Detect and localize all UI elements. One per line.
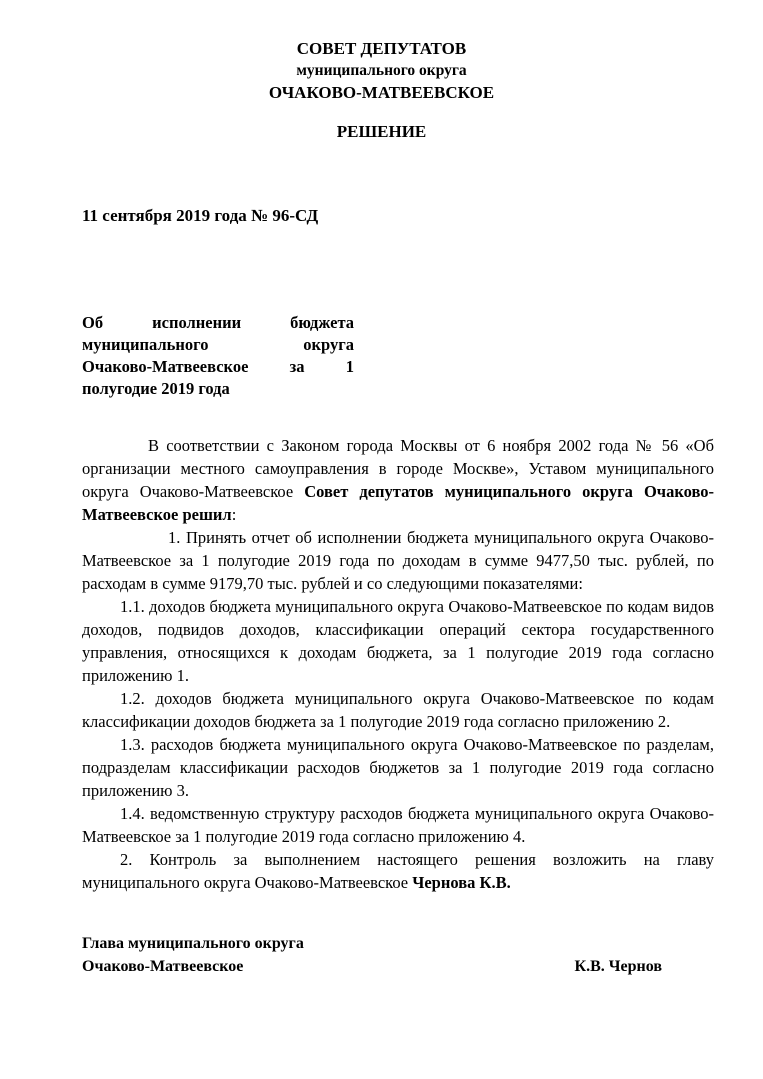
subject-word: муниципального [82, 335, 209, 354]
item-1-4-paragraph: 1.4. ведомственную структуру расходов бюджета муниципального округа Очаково-Матвеевское за 1 полугодие 2019 года согласно приложению 4. [82, 804, 714, 846]
subject-word: исполнении [152, 313, 242, 332]
decision-date-number: 11 сентября 2019 года № 96-СД [82, 206, 319, 225]
subject-word: округа [303, 335, 354, 354]
decision-title: РЕШЕНИЕ [336, 122, 427, 141]
subject-word: Об [82, 313, 104, 332]
document-header [0, 38, 763, 104]
item-1-1-paragraph: 1.1. доходов бюджета муниципального округа Очаково-Матвеевское по кодам видов доходов, подвидов доходов, классификации операций сектора государственного управления, относящихся к доходам бюджета, за 1 полугодие 2019 года согласно приложению 1. [82, 597, 714, 685]
intro-paragraph [82, 434, 714, 526]
signature-block [82, 932, 662, 978]
signature-name: К.В. Чернов [574, 958, 662, 975]
signature-line-2 [82, 955, 662, 978]
item-1-2-paragraph: 1.2. доходов бюджета муниципального округа Очаково-Матвеевское по кодам классификации доходов бюджета за 1 полугодие 2019 года согласно приложению 2. [82, 689, 714, 731]
item-2-text: 2. Контроль за выполнением настоящего решения возложить на главу муниципального округа Очаково-Матвеевское [82, 850, 714, 892]
signature-position-line-2: Очаково-Матвеевское [82, 958, 244, 975]
org-name: ОЧАКОВО-МАТВЕЕВСКОЕ [268, 83, 495, 102]
subject-word: бюджета [290, 313, 354, 332]
decision-body [82, 434, 714, 894]
decision-subject [82, 312, 354, 400]
subject-line-3 [82, 356, 354, 378]
item-2-paragraph [82, 848, 714, 894]
subject-line-2 [82, 334, 354, 356]
intro-bold-text: Совет депутатов муниципального округа Очаково-Матвеевское решил [82, 482, 714, 524]
signature-position-line-1: Глава муниципального округа [82, 935, 304, 952]
org-subtitle: муниципального округа [296, 62, 467, 79]
subject-line-1 [82, 312, 354, 334]
org-title: СОВЕТ ДЕПУТАТОВ [296, 39, 467, 58]
subject-line-4 [82, 378, 354, 400]
subject-word: за [289, 357, 305, 376]
item-2-bold-name: Чернова К.В. [412, 873, 511, 892]
item-1-paragraph: 1. Принять отчет об исполнении бюджета муниципального округа Очаково-Матвеевское за 1 полугодие 2019 года по доходам в сумме 9477,50 тыс. рублей, по расходам в сумме 9179,70 тыс. рублей и со следующими показателями: [82, 528, 714, 593]
subject-word: Очаково-Матвеевское [82, 357, 249, 376]
subject-word: 1 [345, 357, 354, 376]
intro-end: : [231, 505, 237, 524]
subject-word: полугодие 2019 года [82, 379, 230, 398]
item-1-3-paragraph: 1.3. расходов бюджета муниципального округа Очаково-Матвеевское по разделам, подразделам классификации расходов бюджетов за 1 полугодие 2019 года согласно приложению 3. [82, 735, 714, 800]
intro-text: В соответствии с Законом города Москвы от 6 ноября 2002 года № 56 «Об организации местного самоуправления в городе Москве», Уставом муниципального округа Очаково-Матвеевское [82, 436, 714, 501]
